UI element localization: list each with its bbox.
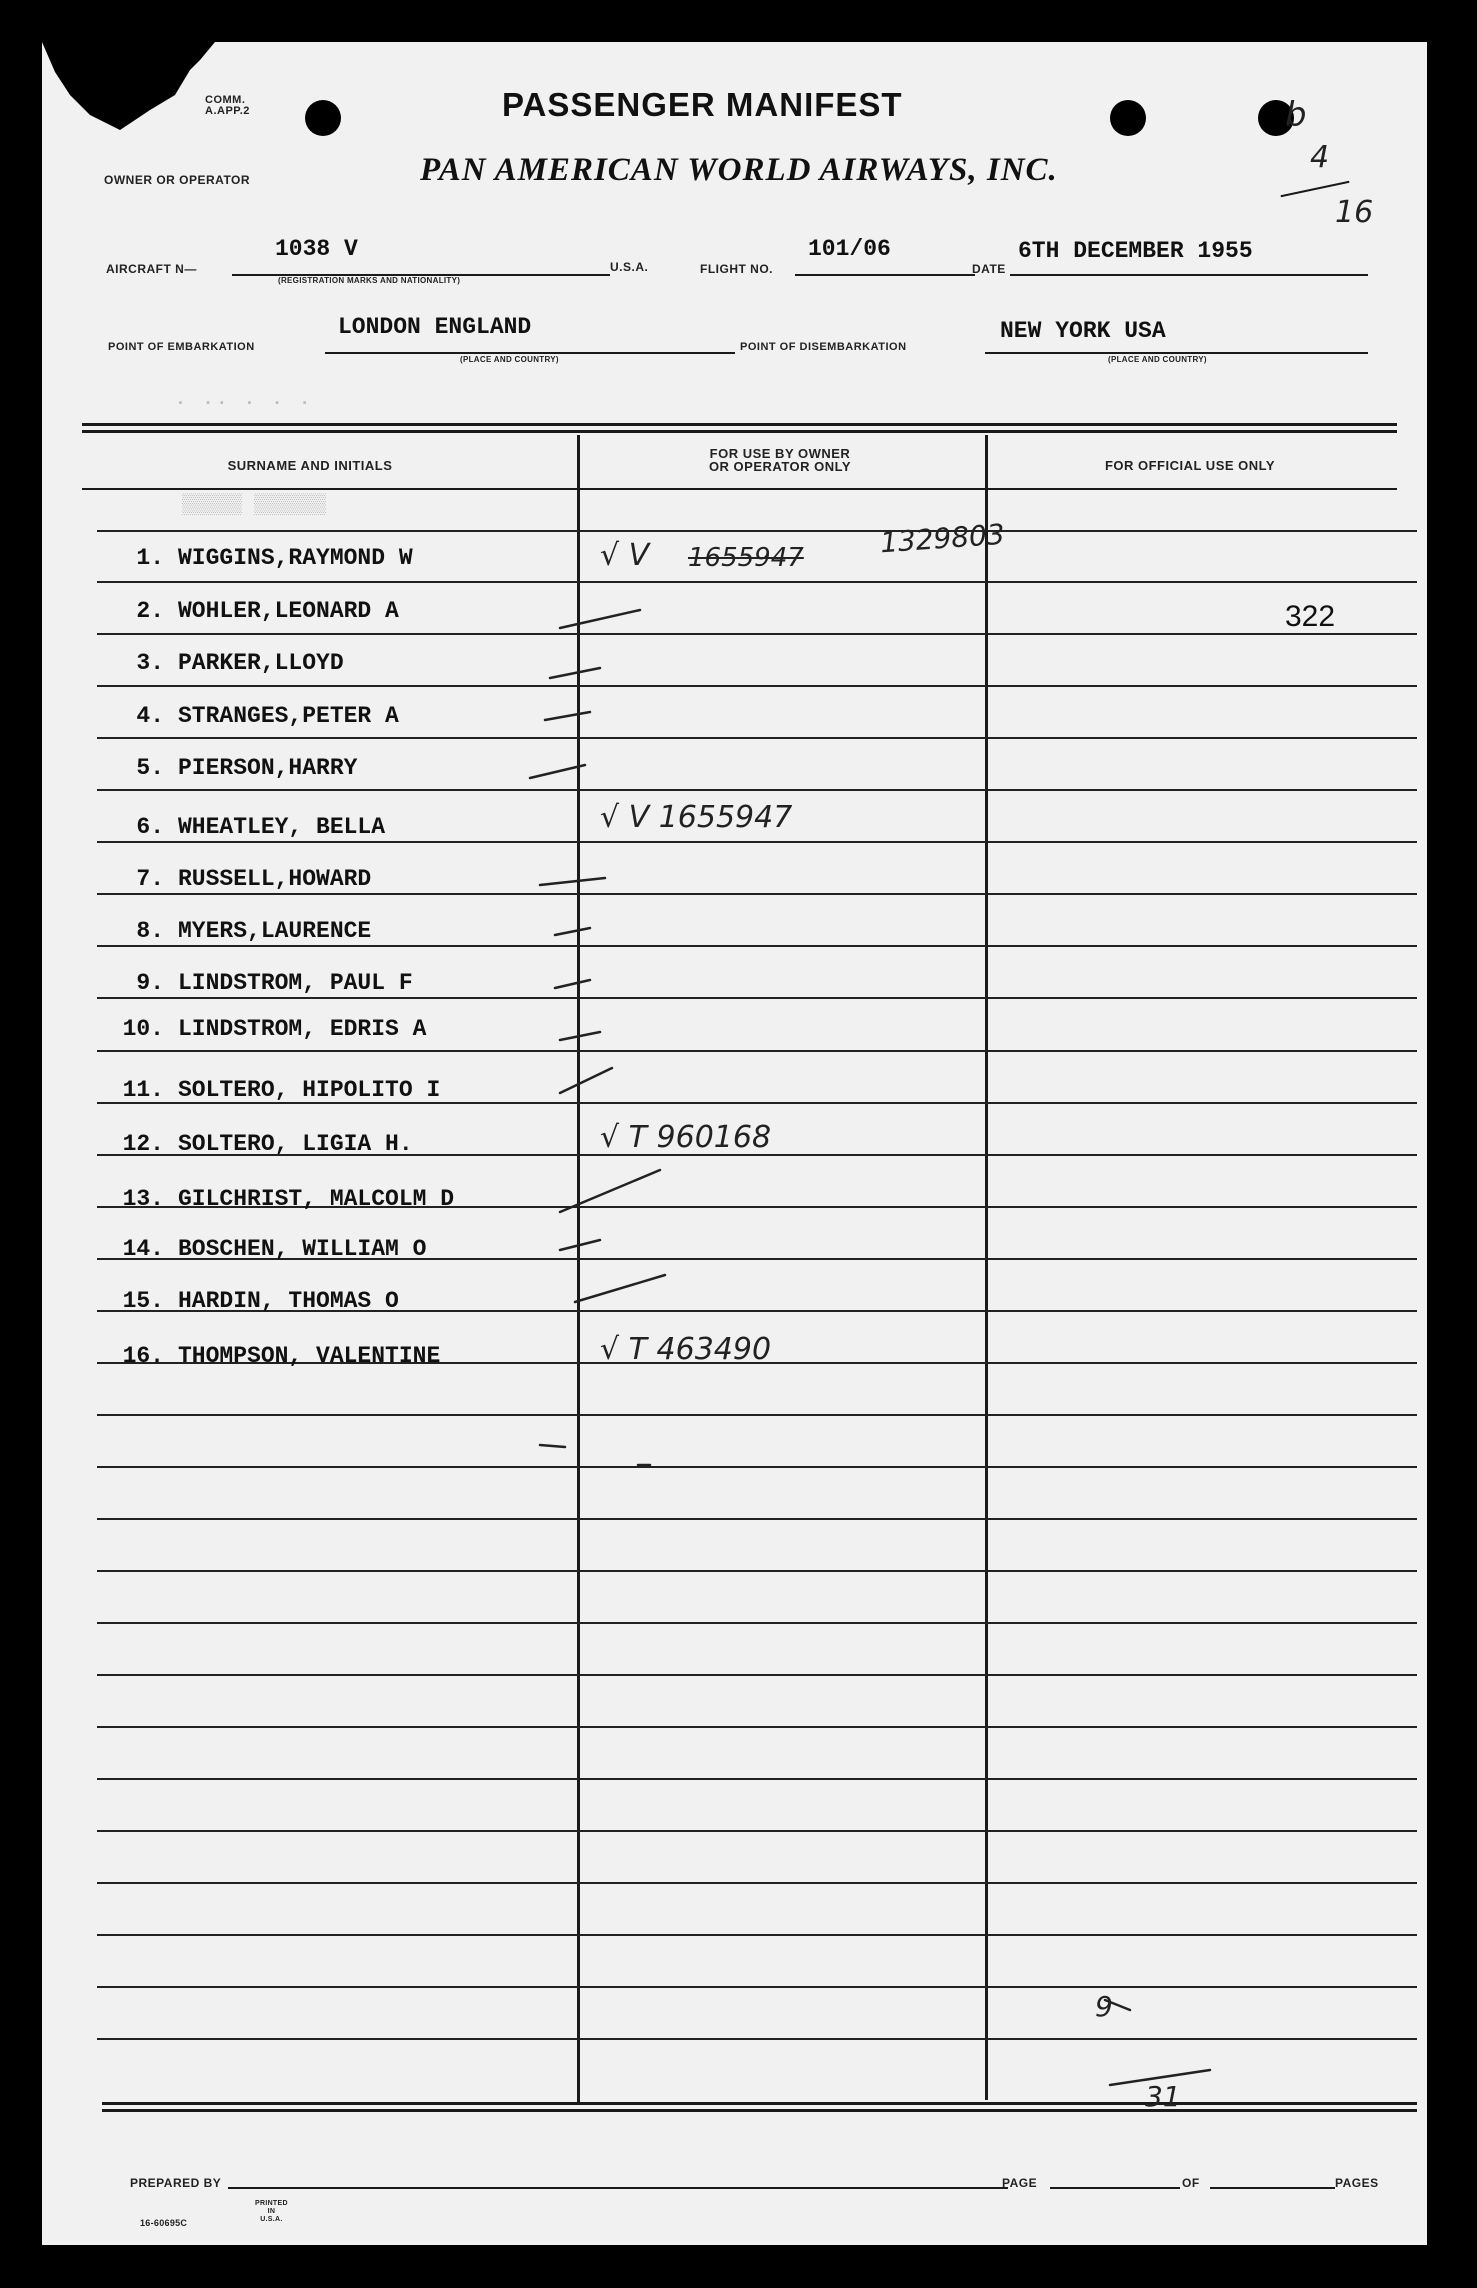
handwritten-note: 9 [1095, 1990, 1113, 2023]
official-number: 322 [1285, 600, 1336, 633]
pages-label: PAGES [1335, 2176, 1379, 2190]
passenger-row: 15. HARDIN, THOMAS O [122, 1288, 399, 1314]
passenger-row: 5. PIERSON,HARRY [136, 755, 358, 781]
passenger-row: 16. THOMPSON, VALENTINE [122, 1343, 441, 1369]
handwritten-note: √ V 1655947 [600, 800, 793, 835]
handwritten-check: √ V [600, 538, 650, 573]
embarkation-value: LONDON ENGLAND [338, 314, 532, 340]
handwritten-mark: 4 [1310, 140, 1330, 175]
passenger-row: 6. WHEATLEY, BELLA [136, 814, 386, 840]
embarkation-caption: (PLACE AND COUNTRY) [460, 355, 559, 364]
passenger-name: THOMPSON, VALENTINE [178, 1343, 441, 1369]
passenger-row: 13. GILCHRIST, MALCOLM D [122, 1186, 455, 1212]
passenger-name: PIERSON,HARRY [178, 755, 358, 781]
handwritten-mark: b [1285, 95, 1307, 135]
passenger-row: 3. PARKER,LLOYD [136, 650, 344, 676]
passenger-row: 11. SOLTERO, HIPOLITO I [122, 1077, 441, 1103]
passenger-row: 1. WIGGINS,RAYMOND W [136, 545, 413, 571]
passenger-row: 10. LINDSTROM, EDRIS A [122, 1016, 427, 1042]
handwritten-mark: 16 [1335, 195, 1374, 230]
form-number: COMM. A.APP.2 [205, 94, 250, 117]
passenger-name: HARDIN, THOMAS O [178, 1288, 399, 1314]
passenger-row: 4. STRANGES,PETER A [136, 703, 399, 729]
passenger-name: RUSSELL,HOWARD [178, 866, 372, 892]
col-header-official: FOR OFFICIAL USE ONLY [1104, 458, 1276, 473]
company-name: PAN AMERICAN WORLD AIRWAYS, INC. [420, 152, 1058, 188]
passenger-name: GILCHRIST, MALCOLM D [178, 1186, 455, 1212]
owner-label: OWNER OR OPERATOR [104, 173, 251, 187]
printer-mark: PRINTED IN U.S.A. [255, 2200, 288, 2223]
page-label: PAGE [1002, 2176, 1038, 2190]
handwritten-note: 1329803 [879, 517, 1006, 560]
passenger-name: LINDSTROM, PAUL F [178, 970, 413, 996]
page-title: PASSENGER MANIFEST [502, 86, 903, 123]
disembarkation-caption: (PLACE AND COUNTRY) [1108, 355, 1207, 364]
form-code: 16-60695C [140, 2218, 188, 2228]
faint-text: · ·· · · · [175, 394, 314, 414]
disembarkation-label: POINT OF DISEMBARKATION [740, 341, 907, 353]
passenger-row: 9. LINDSTROM, PAUL F [136, 970, 413, 996]
passenger-row: 8. MYERS,LAURENCE [136, 918, 372, 944]
prepared-by-label: PREPARED BY [130, 2176, 222, 2190]
passenger-name: SOLTERO, HIPOLITO I [178, 1077, 441, 1103]
passenger-name: STRANGES,PETER A [178, 703, 399, 729]
prepared-by-underline [228, 2187, 1008, 2189]
flight-value: 101/06 [808, 236, 891, 262]
handwritten-note: 1655947 [688, 543, 804, 573]
handwritten-note: √ T 960168 [600, 1120, 772, 1155]
passenger-name: BOSCHEN, WILLIAM O [178, 1236, 427, 1262]
flight-label: FLIGHT NO. [700, 262, 773, 276]
date-label: DATE [972, 262, 1006, 276]
page-underline [1050, 2187, 1180, 2189]
passenger-row: 7. RUSSELL,HOWARD [136, 866, 372, 892]
aircraft-label: AIRCRAFT N— [106, 262, 197, 276]
passenger-name: LINDSTROM, EDRIS A [178, 1016, 427, 1042]
passenger-name: MYERS,LAURENCE [178, 918, 372, 944]
embarkation-label: POINT OF EMBARKATION [108, 341, 255, 353]
passenger-name: WHEATLEY, BELLA [178, 814, 386, 840]
passenger-name: PARKER,LLOYD [178, 650, 344, 676]
passenger-row: 2. WOHLER,LEONARD A [136, 598, 399, 624]
aircraft-caption: (REGISTRATION MARKS AND NATIONALITY) [278, 276, 461, 285]
passenger-row: 14. BOSCHEN, WILLIAM O [122, 1236, 427, 1262]
handwritten-note: 31 [1145, 2080, 1181, 2113]
handwritten-note: √ T 463490 [600, 1332, 772, 1367]
date-value: 6TH DECEMBER 1955 [1018, 238, 1253, 264]
disembarkation-value: NEW YORK USA [1000, 318, 1166, 344]
passenger-name: SOLTERO, LIGIA H. [178, 1131, 413, 1157]
of-underline [1210, 2187, 1335, 2189]
passenger-name: WIGGINS,RAYMOND W [178, 545, 413, 571]
faint-text: ▒▒▒▒▒ ▒▒▒▒▒▒ [182, 494, 327, 517]
col-header-surname: SURNAME AND INITIALS [227, 458, 393, 473]
col-header-owner: FOR USE BY OWNER OR OPERATOR ONLY [708, 446, 852, 474]
passenger-row: 12. SOLTERO, LIGIA H. [122, 1131, 413, 1157]
of-label: OF [1182, 2176, 1200, 2190]
usa-label: U.S.A. [610, 260, 649, 274]
passenger-name: WOHLER,LEONARD A [178, 598, 399, 624]
aircraft-value: 1038 V [275, 236, 358, 262]
